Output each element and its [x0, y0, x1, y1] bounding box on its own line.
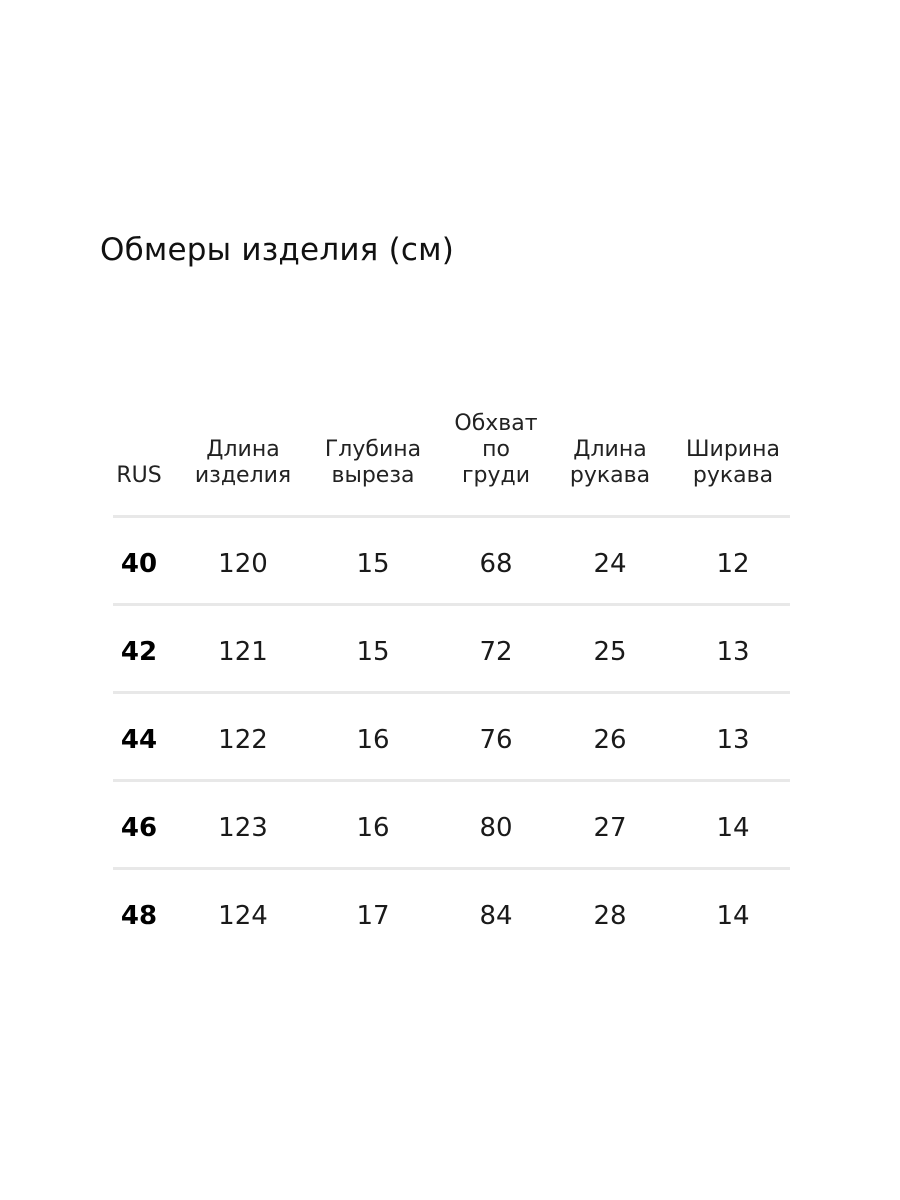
- table-cell: 120: [218, 549, 268, 579]
- table-cell: 84: [479, 901, 513, 931]
- table-cell: 16: [356, 725, 390, 755]
- table-cell: 24: [593, 549, 627, 579]
- table-row: [113, 782, 790, 867]
- page-title: Обмеры изделия (см): [100, 232, 455, 268]
- table-cell: 124: [218, 901, 268, 931]
- size-cell: 44: [120, 725, 158, 755]
- header-chest: Обхват по груди: [454, 411, 538, 488]
- table-cell: 17: [356, 901, 390, 931]
- header-sleeve-width: Ширина рукава: [686, 437, 780, 488]
- table-cell: 13: [716, 637, 750, 667]
- table-cell: 122: [218, 725, 268, 755]
- header-neck-depth: Глубина выреза: [324, 437, 422, 488]
- size-cell: 40: [120, 549, 158, 579]
- table-cell: 13: [716, 725, 750, 755]
- table-cell: 26: [593, 725, 627, 755]
- table-row: [113, 870, 790, 955]
- table-cell: 123: [218, 813, 268, 843]
- header-sleeve-length: Длина рукава: [569, 437, 651, 488]
- table-cell: 76: [479, 725, 513, 755]
- header-rus: RUS: [116, 463, 162, 488]
- size-cell: 46: [120, 813, 158, 843]
- table-row: [113, 518, 790, 603]
- table-cell: 16: [356, 813, 390, 843]
- table-cell: 68: [479, 549, 513, 579]
- table-cell: 14: [716, 901, 750, 931]
- table-cell: 28: [593, 901, 627, 931]
- table-cell: 15: [356, 637, 390, 667]
- table-row: [113, 694, 790, 779]
- table-cell: 15: [356, 549, 390, 579]
- table-cell: 121: [218, 637, 268, 667]
- header-length: Длина изделия: [194, 437, 292, 488]
- table-cell: 12: [716, 549, 750, 579]
- table-row: [113, 606, 790, 691]
- table-cell: 25: [593, 637, 627, 667]
- size-cell: 48: [120, 901, 158, 931]
- table-cell: 80: [479, 813, 513, 843]
- table-cell: 14: [716, 813, 750, 843]
- table-header: [113, 400, 790, 515]
- table-cell: 27: [593, 813, 627, 843]
- table-cell: 72: [479, 637, 513, 667]
- size-cell: 42: [120, 637, 158, 667]
- size-table: [113, 400, 790, 955]
